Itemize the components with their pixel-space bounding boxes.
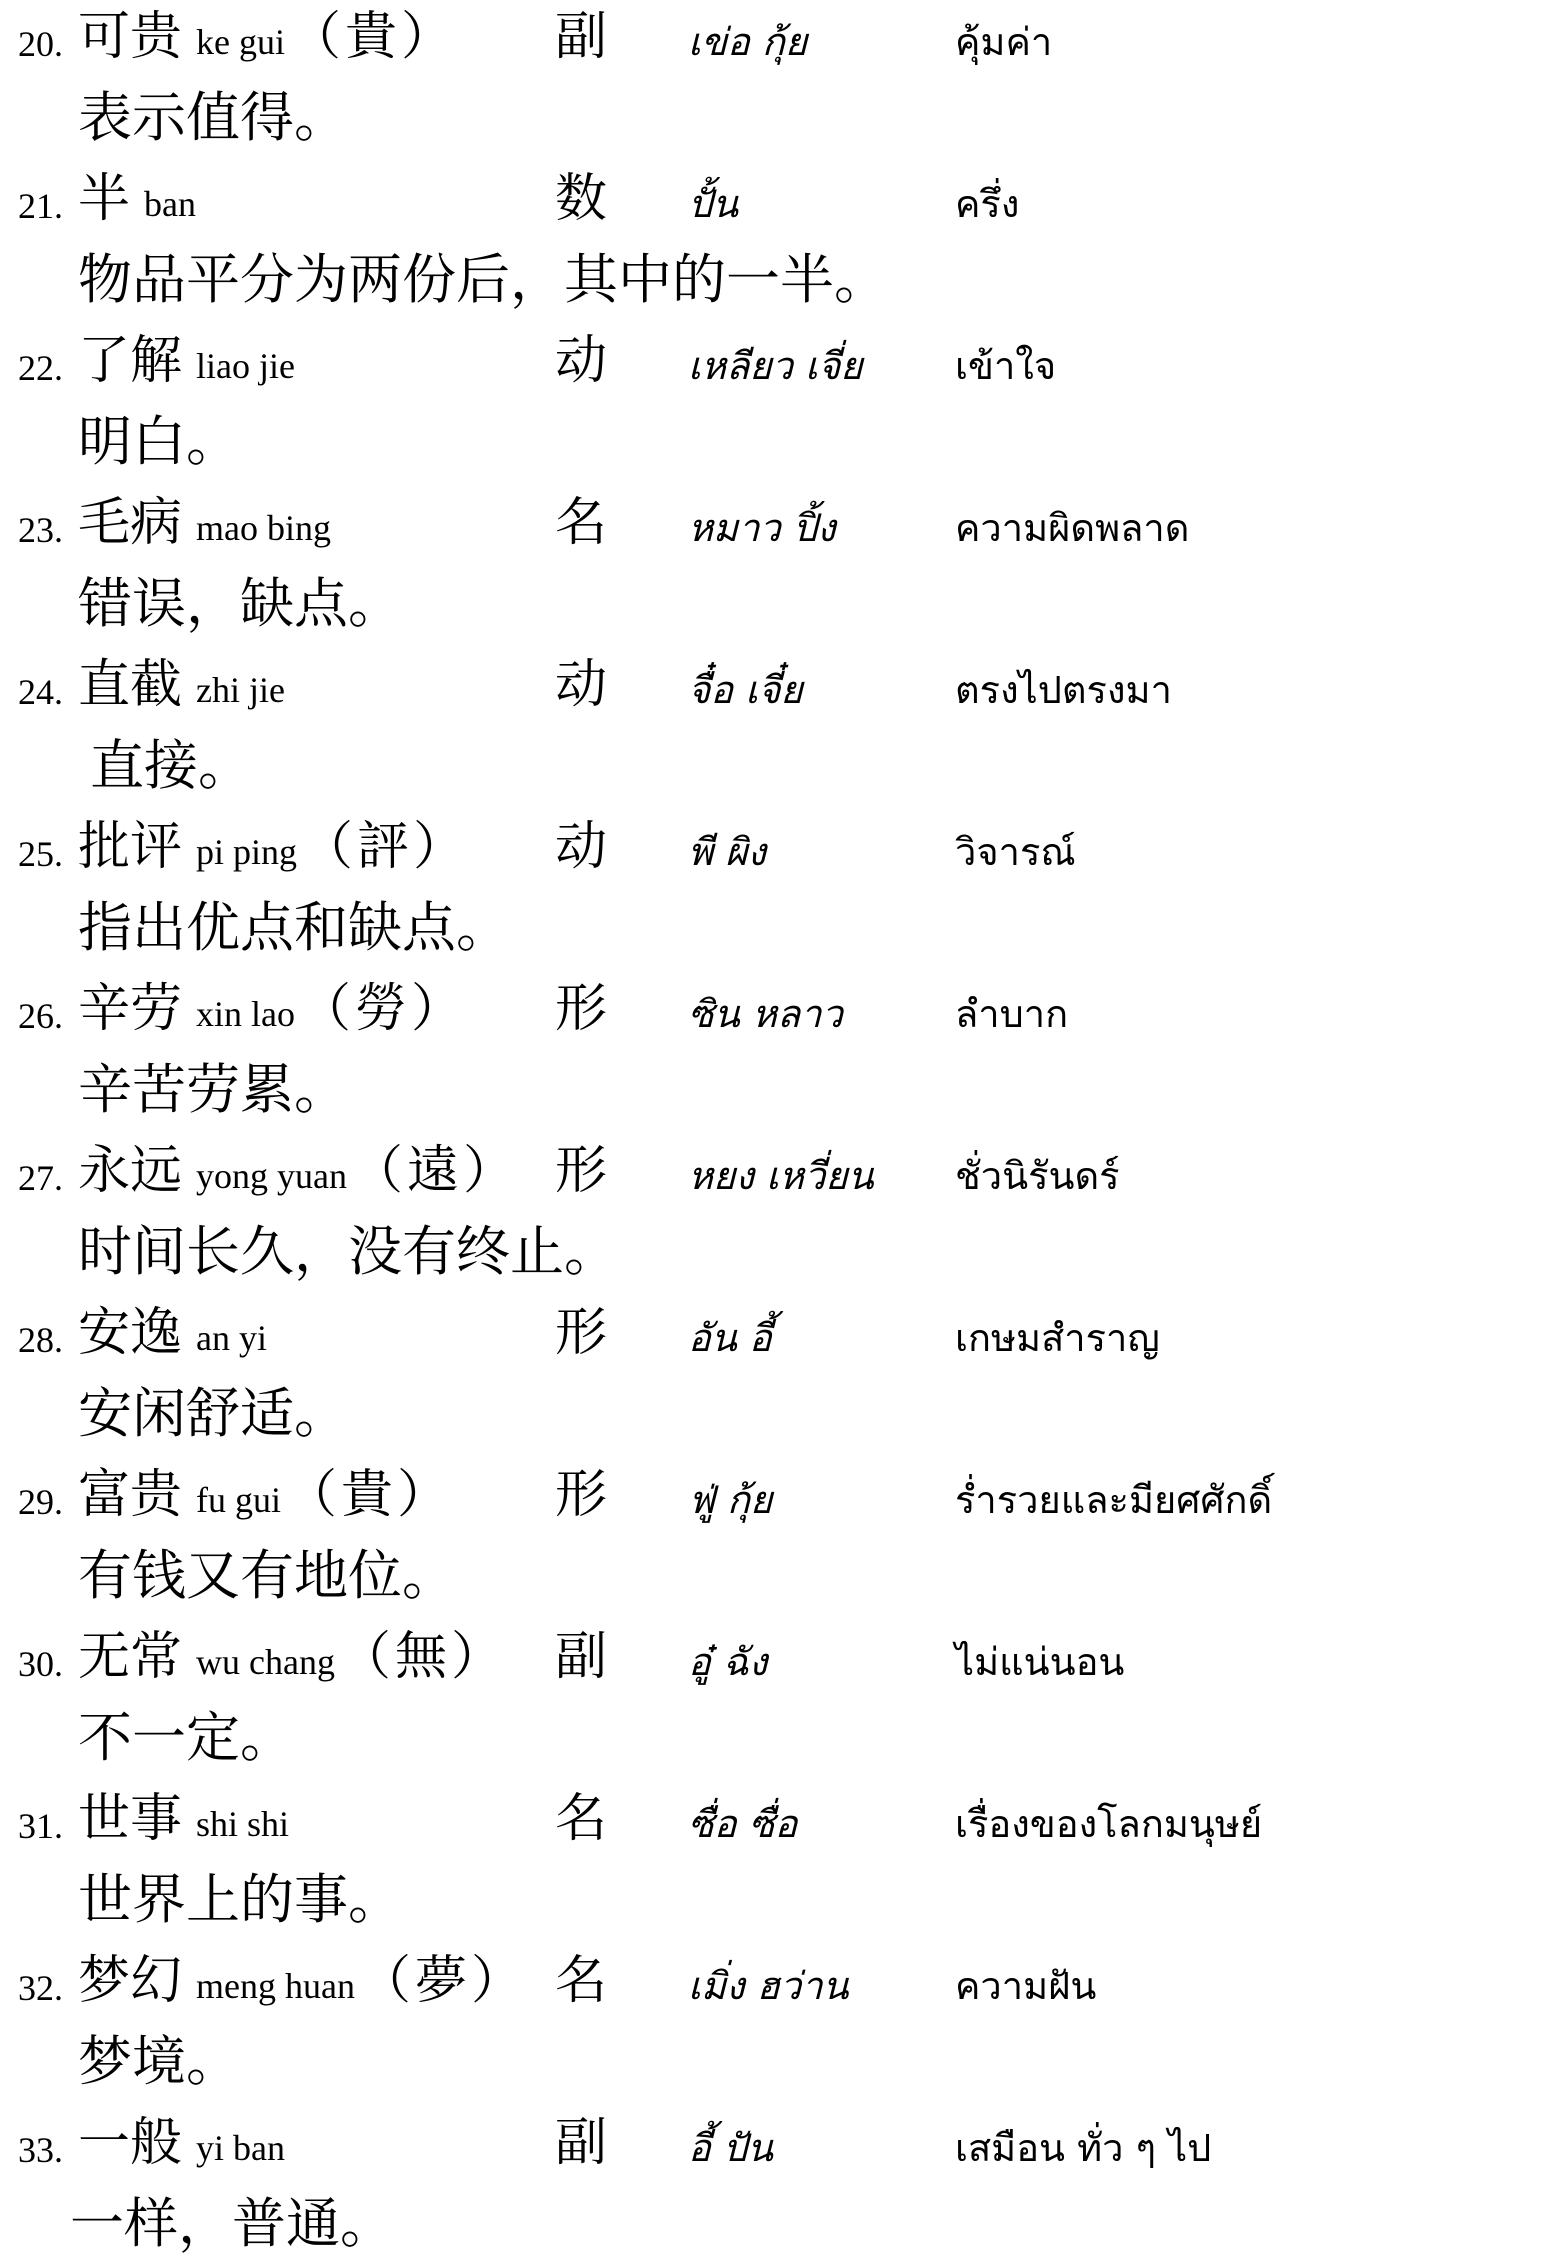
definition: 辛苦劳累。 (78, 1058, 348, 1121)
thai-meaning: เรื่องของโลกมนุษย์ (955, 1802, 1263, 1846)
definition: 有钱又有地位。 (78, 1544, 456, 1607)
definition: 指出优点和缺点。 (78, 896, 510, 959)
traditional-form: （貴） (289, 7, 458, 67)
headword-pinyin: wu chang (196, 1642, 335, 1682)
headword (78, 1946, 527, 2021)
entry-number: 30. (18, 1644, 63, 1684)
entry-header (0, 810, 1544, 892)
thai-meaning: ครึ่ง (955, 182, 1020, 226)
part-of-speech: 动 (555, 655, 608, 715)
thai-reading: ฟู่ กุ้ย (688, 1478, 773, 1522)
entry-header (0, 1134, 1544, 1216)
glossary-entry-21 (0, 162, 1544, 324)
headword-hanzi: 梦幻 (78, 1951, 183, 2011)
headword-pinyin: shi shi (196, 1804, 290, 1844)
entry-header (0, 1296, 1544, 1378)
thai-reading: พี ผิง (688, 830, 766, 874)
headword-hanzi: 可贵 (78, 7, 183, 67)
definition: 明白。 (78, 410, 240, 473)
definition: 表示值得。 (78, 86, 348, 149)
traditional-form: （貴） (285, 1465, 454, 1525)
part-of-speech: 动 (555, 331, 608, 391)
glossary-entry-27 (0, 1134, 1544, 1296)
thai-reading: เมิ่ง ฮว่าน (688, 1964, 849, 2008)
traditional-form: （遠） (351, 1141, 520, 1201)
entry-number: 32. (18, 1968, 63, 2008)
entry-number: 26. (18, 996, 63, 1036)
headword (78, 1136, 519, 1211)
thai-reading: หมาว ปิ้ง (688, 506, 836, 550)
headword-pinyin: ban (144, 184, 196, 224)
headword (78, 1460, 453, 1535)
entry-header (0, 972, 1544, 1054)
glossary-entry-29 (0, 1458, 1544, 1620)
headword-pinyin: pi ping (196, 832, 298, 872)
headword-hanzi: 半 (78, 169, 131, 229)
headword-hanzi: 批评 (78, 817, 183, 877)
glossary-entry-23 (0, 486, 1544, 648)
thai-meaning: ลำบาก (955, 992, 1069, 1036)
part-of-speech: 形 (555, 979, 608, 1039)
thai-meaning: ความผิดพลาด (955, 506, 1190, 550)
entry-number: 29. (18, 1482, 63, 1522)
part-of-speech: 动 (555, 817, 608, 877)
thai-reading: ซิน หลาว (688, 992, 843, 1036)
glossary-entry-26 (0, 972, 1544, 1134)
glossary-entry-24 (0, 648, 1544, 810)
part-of-speech: 副 (555, 1627, 608, 1687)
part-of-speech: 名 (555, 1951, 608, 2011)
headword (78, 326, 299, 401)
thai-meaning: เข้าใจ (955, 344, 1057, 388)
glossary-entry-31 (0, 1782, 1544, 1944)
entry-header (0, 1944, 1544, 2026)
thai-meaning: ตรงไปตรงมา (955, 668, 1172, 712)
entry-header (0, 486, 1544, 568)
entry-number: 22. (18, 348, 63, 388)
entry-header (0, 162, 1544, 244)
traditional-form: （評） (301, 817, 470, 877)
entry-number: 25. (18, 834, 63, 874)
headword-pinyin: liao jie (196, 346, 295, 386)
definition: 直接。 (90, 734, 252, 797)
headword-pinyin: meng huan (196, 1966, 355, 2006)
glossary-entry-33 (0, 2106, 1544, 2268)
thai-meaning: วิจารณ์ (955, 830, 1076, 874)
thai-reading: อี้ ปัน (688, 2126, 773, 2170)
thai-meaning: เสมือน ทั่ว ๆ ไป (955, 2126, 1212, 2170)
thai-reading: อัน อี้ (688, 1316, 772, 1360)
part-of-speech: 名 (555, 493, 608, 553)
headword-hanzi: 无常 (78, 1627, 183, 1687)
definition: 不一定。 (78, 1706, 294, 1769)
entry-number: 31. (18, 1806, 63, 1846)
entry-number: 24. (18, 672, 63, 712)
headword-pinyin: ke gui (196, 22, 285, 62)
entry-number: 20. (18, 24, 63, 64)
thai-reading: ซื่อ ซื่อ (688, 1802, 798, 1846)
headword-pinyin: yi ban (196, 2128, 285, 2168)
part-of-speech: 副 (555, 2113, 608, 2173)
definition: 世界上的事。 (78, 1868, 402, 1931)
headword-hanzi: 辛劳 (78, 979, 183, 1039)
traditional-form: （勞） (299, 979, 468, 1039)
entry-number: 21. (18, 186, 63, 226)
part-of-speech: 形 (555, 1303, 608, 1363)
headword-pinyin: yong yuan (196, 1156, 347, 1196)
thai-meaning: ร่ำรวยและมียศศักดิ์ (955, 1478, 1273, 1522)
glossary-entry-32 (0, 1944, 1544, 2106)
entry-header (0, 1458, 1544, 1540)
headword-hanzi: 直截 (78, 655, 183, 715)
entry-header (0, 1782, 1544, 1864)
headword-pinyin: xin lao (196, 994, 295, 1034)
thai-meaning: เกษมสำราญ (955, 1316, 1160, 1360)
traditional-form: （夢） (358, 1951, 527, 2011)
headword (78, 974, 467, 1049)
headword (78, 650, 289, 725)
part-of-speech: 数 (555, 169, 608, 229)
part-of-speech: 名 (555, 1789, 608, 1849)
glossary-entry-22 (0, 324, 1544, 486)
thai-meaning: ความฝัน (955, 1964, 1097, 2008)
headword-pinyin: an yi (196, 1318, 267, 1358)
entry-header (0, 324, 1544, 406)
glossary-entry-28 (0, 1296, 1544, 1458)
entry-header (0, 648, 1544, 730)
headword-hanzi: 一般 (78, 2113, 183, 2173)
part-of-speech: 形 (555, 1141, 608, 1201)
glossary-entry-30 (0, 1620, 1544, 1782)
definition: 时间长久，没有终止。 (78, 1220, 618, 1283)
entry-number: 23. (18, 510, 63, 550)
thai-reading: เหลียว เจี่ย (688, 344, 863, 388)
thai-meaning: ไม่แน่นอน (955, 1640, 1125, 1684)
headword-hanzi: 世事 (78, 1789, 183, 1849)
entry-header (0, 1620, 1544, 1702)
entry-number: 27. (18, 1158, 63, 1198)
headword (78, 1622, 507, 1697)
headword (78, 1784, 293, 1859)
headword (78, 2, 457, 77)
headword (78, 488, 335, 563)
headword-hanzi: 毛病 (78, 493, 183, 553)
headword (78, 164, 200, 239)
thai-meaning: คุ้มค่า (955, 20, 1053, 64)
entry-header (0, 0, 1544, 82)
headword-pinyin: fu gui (196, 1480, 282, 1520)
headword-hanzi: 富贵 (78, 1465, 183, 1525)
definition: 梦境。 (78, 2030, 240, 2093)
headword (78, 812, 469, 887)
entry-number: 28. (18, 1320, 63, 1360)
glossary-entry-20 (0, 0, 1544, 162)
definition: 错误，缺点。 (78, 572, 402, 635)
definition: 物品平分为两份后，其中的一半。 (78, 248, 888, 311)
thai-reading: จื๋อ เจี๋ย (688, 668, 803, 712)
headword (78, 1298, 271, 1373)
thai-meaning: ชั่วนิรันดร์ (955, 1154, 1120, 1198)
headword-pinyin: mao bing (196, 508, 331, 548)
headword-hanzi: 安逸 (78, 1303, 183, 1363)
glossary-entry-25 (0, 810, 1544, 972)
headword-pinyin: zhi jie (196, 670, 285, 710)
part-of-speech: 形 (555, 1465, 608, 1525)
headword-hanzi: 永远 (78, 1141, 183, 1201)
headword (78, 2108, 289, 2183)
entry-header (0, 2106, 1544, 2188)
definition: 安闲舒适。 (78, 1382, 348, 1445)
thai-reading: เข่อ กุ้ย (688, 20, 808, 64)
entry-number: 33. (18, 2130, 63, 2170)
traditional-form: （無） (338, 1627, 507, 1687)
definition: 一样，普通。 (70, 2192, 394, 2255)
part-of-speech: 副 (555, 7, 608, 67)
thai-reading: อู๋ ฉัง (688, 1640, 768, 1684)
thai-reading: ปั้น (688, 182, 739, 226)
thai-reading: หยง เหวี่ยน (688, 1154, 874, 1198)
headword-hanzi: 了解 (78, 331, 183, 391)
